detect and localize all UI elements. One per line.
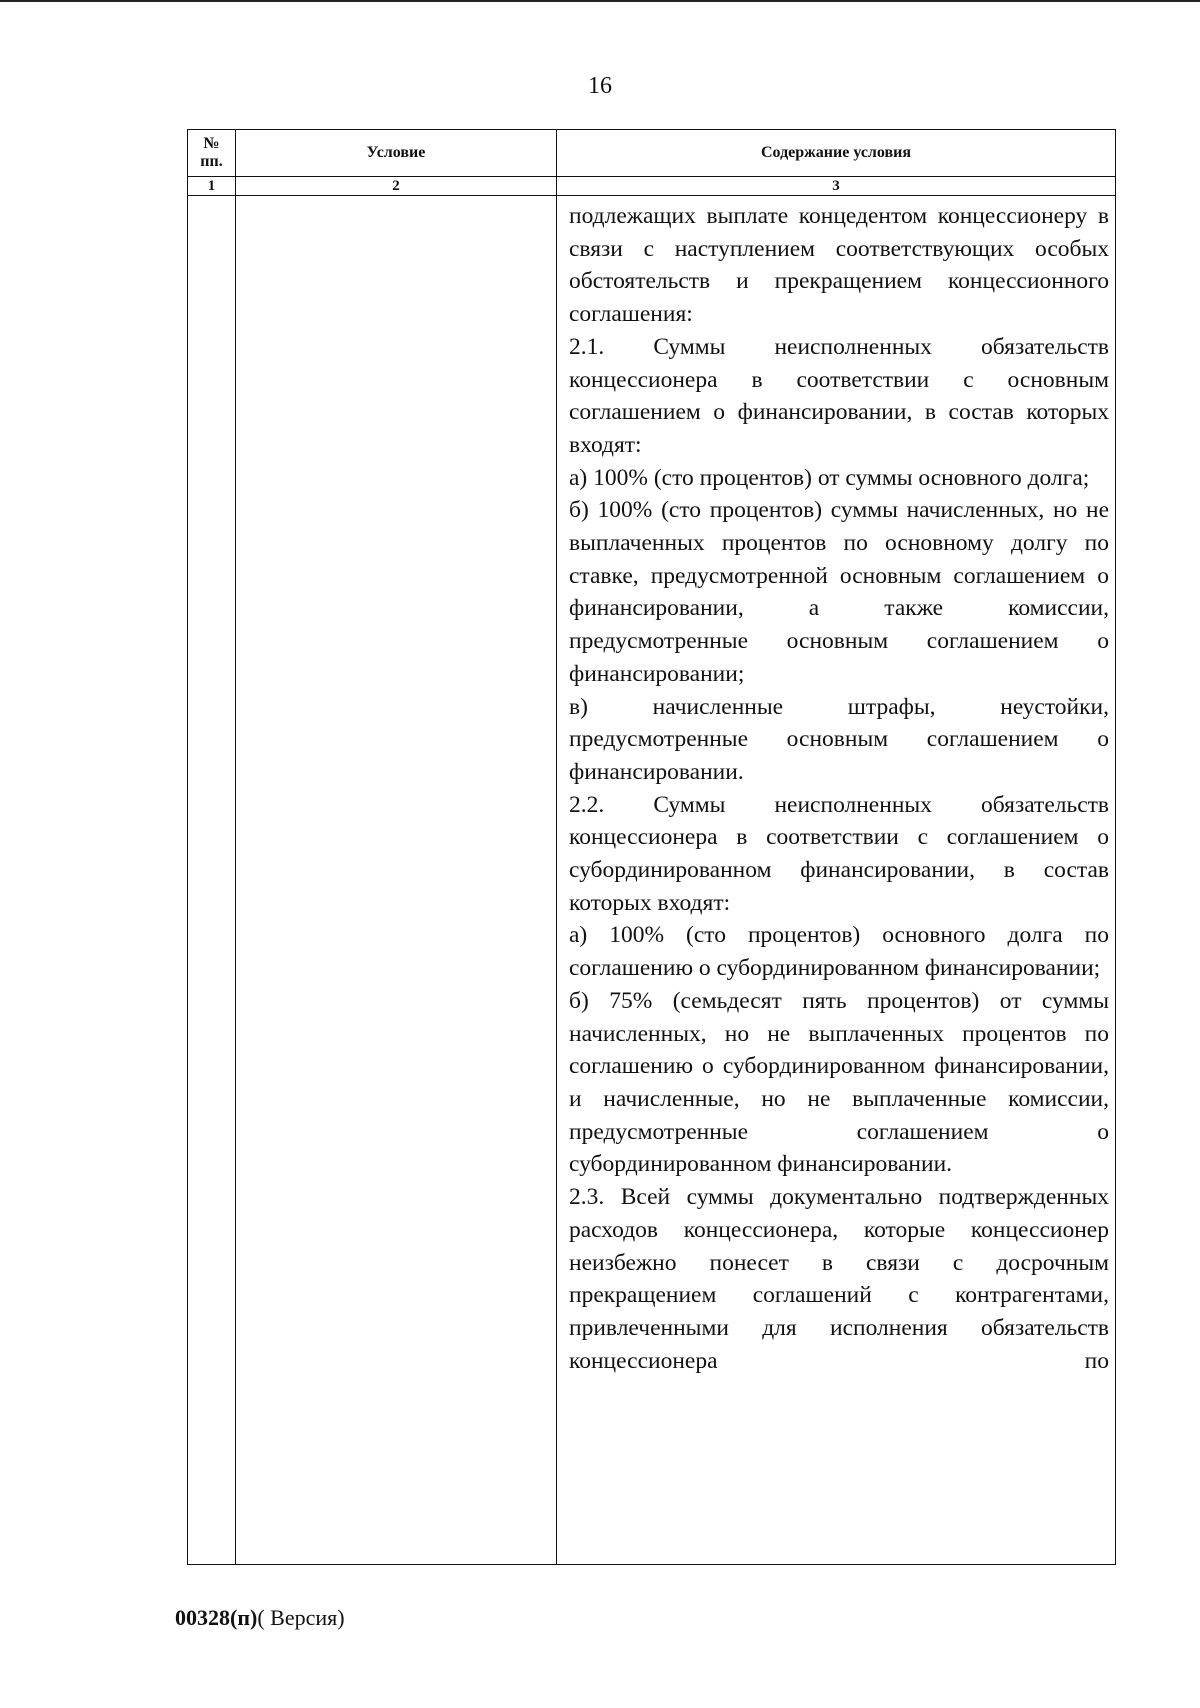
content-paragraph-2-1-a: а) 100% (сто процентов) от суммы основного долга; [569, 464, 1090, 491]
table-header-row [188, 130, 1116, 177]
column-number-1: 1 [188, 177, 236, 196]
content-paragraph-2-1-v: в) начисленные штрафы, неустойки, предусмотренные основным соглашением о финансировании. [569, 693, 1109, 785]
content-paragraph-2-2-a: а) 100% (сто процентов) основного долга по соглашению о субординированном финансировании; [569, 922, 1109, 982]
content-paragraph-intro: подлежащих выплате концедентом концессионеру в связи с наступлением соответствующих особых обстоятельств и прекращением концессионного соглашения: [569, 203, 1109, 328]
document-version: ( Версия) [257, 1605, 345, 1630]
cell-number [188, 196, 236, 1565]
header-condition-content: Содержание условия [557, 130, 1116, 177]
cell-condition [236, 196, 557, 1565]
content-paragraph-2-2: 2.2. Суммы неисполненных обязательств концессионера в соответствии с соглашением о субординированном финансировании, в состав которых входят: [569, 791, 1109, 916]
content-paragraph-2-1-b: б) 100% (сто процентов) суммы начисленных, но не выплаченных процентов по основному долгу по ставке, предусмотренной основным соглашением о финансировании, а также комиссии, предусмотренные основным соглашением о финансировании; [569, 497, 1109, 687]
column-number-row [188, 177, 1116, 196]
document-code: 00328(п) [175, 1605, 258, 1630]
conditions-table [187, 129, 1116, 1565]
content-paragraph-2-2-b: б) 75% (семьдесят пять процентов) от суммы начисленных, но не выплаченных процентов по соглашению о субординированном финансировании, и начисленные, но не выплаченные комиссии, предусмотренные соглашением о субординированном финансировании. [569, 987, 1109, 1178]
cell-condition-content [557, 196, 1116, 1565]
header-number-abbr: пп. [200, 153, 223, 170]
column-number-2: 2 [236, 177, 557, 196]
content-paragraph-2-1: 2.1. Суммы неисполненных обязательств концессионера в соответствии с основным соглашением о финансировании, в состав которых входят: [569, 333, 1109, 458]
content-paragraph-2-3: 2.3. Всей суммы документально подтвержденных расходов концессионера, которые концессионер неизбежно понесет в связи с досрочным прекращением соглашений с контрагентами, привлеченными для исполнения обязательств концессионера по [569, 1184, 1109, 1374]
table-row [188, 196, 1116, 1565]
header-number-symbol: № [203, 135, 220, 152]
document-footer [175, 1605, 345, 1631]
column-number-3: 3 [557, 177, 1116, 196]
header-number [188, 130, 236, 177]
page-number: 16 [588, 73, 612, 99]
top-edge-line [0, 0, 1200, 2]
header-condition: Условие [236, 130, 557, 177]
